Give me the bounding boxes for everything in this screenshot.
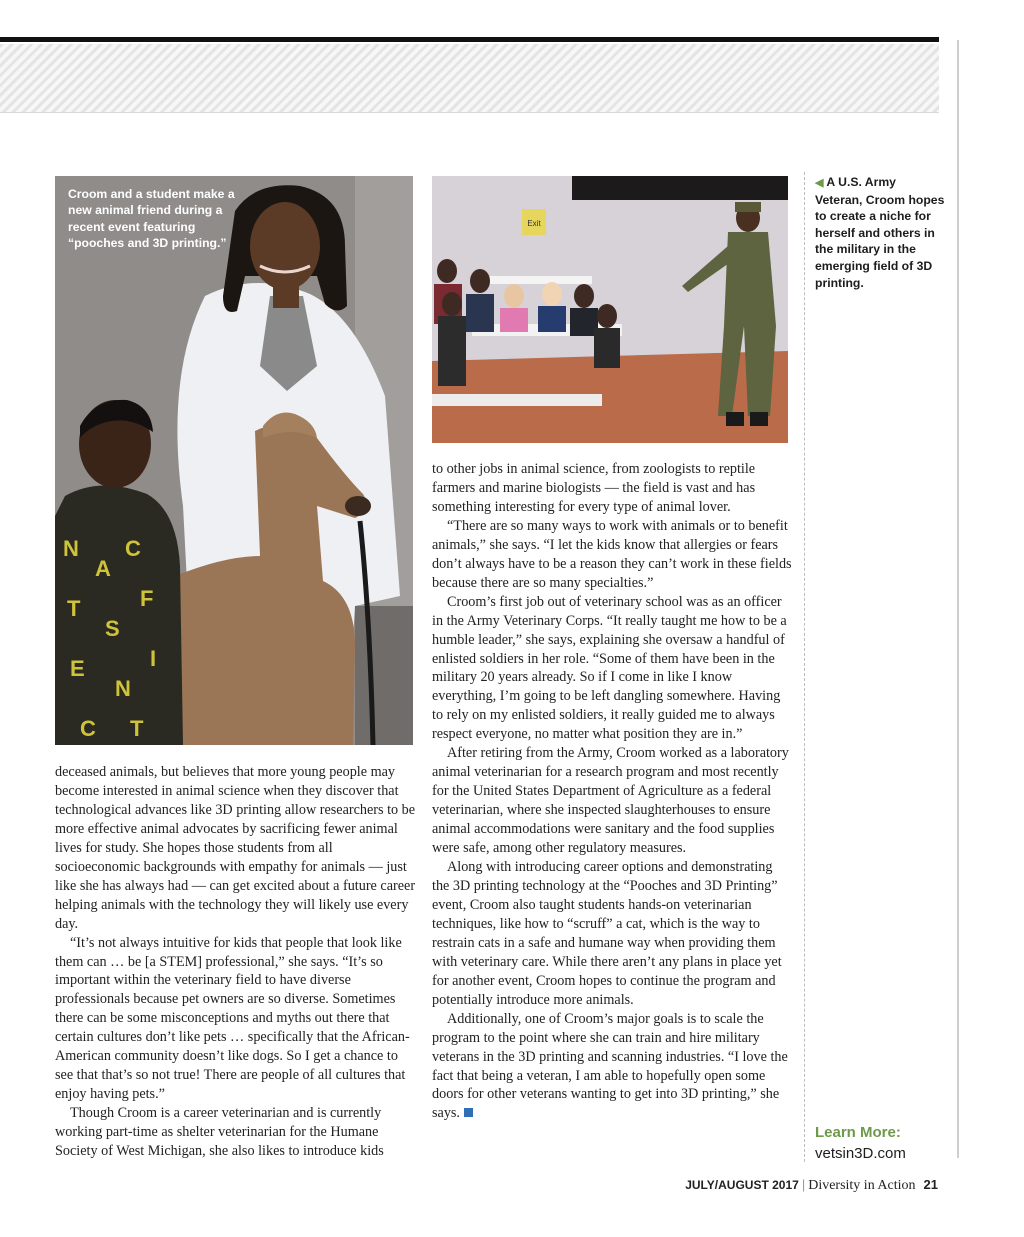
svg-text:T: T xyxy=(130,716,144,741)
page-footer xyxy=(685,1177,938,1194)
article-paragraph-text: Additionally, one of Croom’s major goals is to scale the program to the point where she can train and hire military veterans in the 3D printing and scanning industries. “I love the fact that being a veteran, I am able to hopefully open some doors for other veterans wanting to get into 3D printing,” she says. xyxy=(432,1010,788,1122)
photo-left-illustration xyxy=(55,176,413,745)
svg-text:E: E xyxy=(70,656,85,681)
exit-sign-label: Exit xyxy=(527,219,541,228)
svg-text:F: F xyxy=(140,586,154,611)
side-caption xyxy=(815,174,945,291)
learn-more-link[interactable]: vetsin3D.com xyxy=(815,1145,906,1162)
photo-left-caption: Croom and a student make a new animal friend during a recent event featuring “pooches and 3D printing.” xyxy=(68,187,235,250)
article-paragraph: Along with introducing career options and demonstrating the 3D printing technology at the “Pooches and 3D Printing” event, Croom also taught students hands-on veterinarian techniques, like how to “scruff” a cat, which is the way to restrain cats in a safe and humane way when providing them with veterinary care. While there aren’t any plans in place yet for another event, Croom hopes to continue the program and potentially introduce more animals. xyxy=(432,859,782,1008)
svg-text:C: C xyxy=(80,716,96,741)
svg-text:N: N xyxy=(63,536,79,561)
svg-text:N: N xyxy=(115,676,131,701)
article-paragraph: “There are so many ways to work with animals or to benefit animals,” she says. “I let the kids know that allergies or fears don’t always have to be a reason they can’t work in these fields because there are so many specialties.” xyxy=(432,517,792,591)
article-paragraph: deceased animals, but believes that more young people may become interested in animal science when they discover that technological advances like 3D printing allow researchers to be more effective animal advocates by sacrificing fewer animal lives for study. She hopes those students from all socioeconomic backgrounds with empathy for animals — just like she has always had — can get excited about a future career helping animals with the technology they will likely use every day. xyxy=(55,764,416,932)
end-mark-icon xyxy=(464,1108,473,1117)
side-caption-text: A U.S. Army Veteran, Croom hopes to create a niche for herself and others in the military in the emerging field of 3D printing. xyxy=(815,175,945,290)
article-paragraph: Croom’s first job out of veterinary school was as an officer in the Army Veterinary Corps. “It really taught me how to be a humble leader,” she says, explaining she oversaw a handful of enlisted soldiers in her role. “Some of them have been in the military 20 years already. So if I come in like I know everything, I’m going to be left dangling somewhere. Having to rely on my enlisted soldiers, it really guided me to always respect everyone, no matter what position they are in.” xyxy=(432,593,787,743)
svg-text:T: T xyxy=(67,596,81,621)
svg-text:S: S xyxy=(105,616,120,641)
header-hatch-band xyxy=(0,44,939,113)
sidebar-dashed-divider xyxy=(804,172,805,1162)
footer-publication: Diversity in Action xyxy=(808,1178,916,1193)
learn-more-box xyxy=(815,1122,906,1164)
article-paragraph: “It’s not always intuitive for kids that people that look like them can … be [a STEM] professional,” she says. “It’s so important within the veterinary field to have diverse professionals because pet owners are so diverse. Sometimes there can be some misconceptions and myths out there that certain cultures don’t like pets … specifically that the African-American community doesn’t like dogs. So I get a chance to see that that’s so not true! There are people of all cultures that enjoy having pets.” xyxy=(55,934,410,1103)
photo-croom-student-alpaca xyxy=(55,176,413,745)
article-column-right xyxy=(432,460,792,1123)
article-paragraph-last xyxy=(432,1010,792,1124)
photo-croom-classroom xyxy=(432,176,788,443)
photo-right-illustration xyxy=(432,176,788,443)
footer-issue-date: JULY/AUGUST 2017 xyxy=(685,1178,799,1192)
article-column-left xyxy=(55,763,417,1161)
learn-more-label: Learn More: xyxy=(815,1124,901,1141)
footer-separator: | xyxy=(801,1177,806,1192)
article-paragraph: After retiring from the Army, Croom worked as a laboratory animal veterinarian for a research program and most recently for the United States Department of Agriculture as a federal veterinarian, where she inspected slaughterhouses to ensure animal accommodations were sanitary and the food supplies were safe, among other regulatory measures. xyxy=(432,745,789,857)
right-edge-rule xyxy=(957,40,959,1158)
caption-arrow-icon: ◀ xyxy=(815,177,824,189)
top-rule xyxy=(0,37,939,42)
svg-text:A: A xyxy=(95,556,111,581)
svg-text:C: C xyxy=(125,536,141,561)
article-paragraph: to other jobs in animal science, from zoologists to reptile farmers and marine biologists — the field is vast and has something interesting for every type of animal lover. xyxy=(432,461,756,515)
svg-text:I: I xyxy=(150,646,157,671)
page-number: 21 xyxy=(923,1177,938,1192)
article-paragraph: Though Croom is a career veterinarian and is currently working part-time as shelter veterinarian for the Humane Society of West Michigan, she also likes to introduce kids xyxy=(55,1105,384,1160)
